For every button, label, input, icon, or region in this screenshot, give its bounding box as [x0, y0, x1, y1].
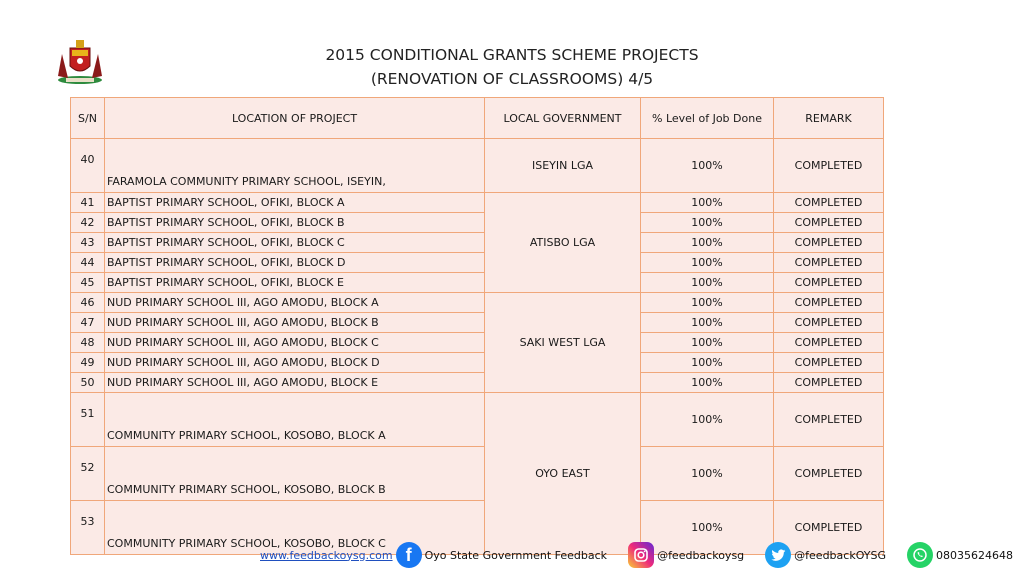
sn-cell: 48: [71, 333, 105, 353]
remark-cell: COMPLETED: [774, 353, 884, 373]
location-cell: BAPTIST PRIMARY SCHOOL, OFIKI, BLOCK C: [105, 233, 485, 253]
sn-cell: 53: [71, 501, 105, 555]
level-cell: 100%: [641, 193, 774, 213]
location-cell: FARAMOLA COMMUNITY PRIMARY SCHOOL, ISEYIN,: [105, 139, 485, 193]
lga-cell: OYO EAST: [485, 393, 641, 555]
col-header-level: % Level of Job Done: [641, 98, 774, 139]
sn-cell: 52: [71, 447, 105, 501]
level-cell: 100%: [641, 353, 774, 373]
sn-cell: 45: [71, 273, 105, 293]
sn-cell: 50: [71, 373, 105, 393]
table-row: [71, 253, 884, 273]
sn-cell: 46: [71, 293, 105, 313]
sn-cell: 47: [71, 313, 105, 333]
level-cell: 100%: [641, 273, 774, 293]
sn-cell: 40: [71, 139, 105, 193]
col-header-location: LOCATION OF PROJECT: [105, 98, 485, 139]
sn-cell: 51: [71, 393, 105, 447]
remark-cell: COMPLETED: [774, 313, 884, 333]
remark-cell: COMPLETED: [774, 139, 884, 193]
location-cell: NUD PRIMARY SCHOOL III, AGO AMODU, BLOCK D: [105, 353, 485, 373]
table-row: [71, 233, 884, 253]
level-cell: 100%: [641, 139, 774, 193]
location-cell: BAPTIST PRIMARY SCHOOL, OFIKI, BLOCK D: [105, 253, 485, 273]
location-cell: NUD PRIMARY SCHOOL III, AGO AMODU, BLOCK A: [105, 293, 485, 313]
instagram-label: @feedbackoysg: [657, 548, 745, 562]
lga-cell: SAKI WEST LGA: [485, 293, 641, 393]
website-link[interactable]: www.feedbackoysg.com: [260, 548, 393, 562]
location-cell: COMMUNITY PRIMARY SCHOOL, KOSOBO, BLOCK C: [105, 501, 485, 555]
remark-cell: COMPLETED: [774, 447, 884, 501]
table-row: [71, 139, 884, 193]
remark-cell: COMPLETED: [774, 501, 884, 555]
remark-cell: COMPLETED: [774, 273, 884, 293]
location-cell: BAPTIST PRIMARY SCHOOL, OFIKI, BLOCK A: [105, 193, 485, 213]
level-cell: 100%: [641, 333, 774, 353]
footer-contacts: [260, 540, 1013, 570]
location-cell: BAPTIST PRIMARY SCHOOL, OFIKI, BLOCK B: [105, 213, 485, 233]
table-row: [71, 393, 884, 447]
sn-cell: 41: [71, 193, 105, 213]
col-header-remark: REMARK: [774, 98, 884, 139]
whatsapp-icon[interactable]: [907, 542, 933, 568]
table-row: [71, 273, 884, 293]
table-row: [71, 313, 884, 333]
level-cell: 100%: [641, 393, 774, 447]
level-cell: 100%: [641, 253, 774, 273]
sn-cell: 44: [71, 253, 105, 273]
twitter-label: @feedbackOYSG: [794, 548, 886, 562]
twitter-icon[interactable]: [765, 542, 791, 568]
level-cell: 100%: [641, 373, 774, 393]
location-cell: COMMUNITY PRIMARY SCHOOL, KOSOBO, BLOCK A: [105, 393, 485, 447]
level-cell: 100%: [641, 233, 774, 253]
sn-cell: 42: [71, 213, 105, 233]
location-cell: NUD PRIMARY SCHOOL III, AGO AMODU, BLOCK B: [105, 313, 485, 333]
table-row: [71, 193, 884, 213]
table-row: [71, 447, 884, 501]
table-row: [71, 353, 884, 373]
projects-table: [70, 97, 884, 555]
col-header-sn: S/N: [71, 98, 105, 139]
location-cell: BAPTIST PRIMARY SCHOOL, OFIKI, BLOCK E: [105, 273, 485, 293]
sn-cell: 49: [71, 353, 105, 373]
remark-cell: COMPLETED: [774, 293, 884, 313]
level-cell: 100%: [641, 293, 774, 313]
instagram-icon[interactable]: [628, 542, 654, 568]
facebook-icon[interactable]: f: [396, 542, 422, 568]
level-cell: 100%: [641, 501, 774, 555]
page-title-line-1: 2015 CONDITIONAL GRANTS SCHEME PROJECTS: [325, 46, 699, 64]
remark-cell: COMPLETED: [774, 333, 884, 353]
remark-cell: COMPLETED: [774, 213, 884, 233]
col-header-local-government: LOCAL GOVERNMENT: [485, 98, 641, 139]
sn-cell: 43: [71, 233, 105, 253]
whatsapp-number: 08035624648: [935, 548, 1013, 562]
remark-cell: COMPLETED: [774, 393, 884, 447]
facebook-label: Oyo State Government Feedback: [424, 548, 608, 562]
table-row: [71, 373, 884, 393]
location-cell: NUD PRIMARY SCHOOL III, AGO AMODU, BLOCK C: [105, 333, 485, 353]
table-row: [71, 333, 884, 353]
location-cell: NUD PRIMARY SCHOOL III, AGO AMODU, BLOCK E: [105, 373, 485, 393]
lga-cell: ISEYIN LGA: [485, 139, 641, 193]
page-title-line-2: (RENOVATION OF CLASSROOMS) 4/5: [370, 70, 654, 88]
remark-cell: COMPLETED: [774, 373, 884, 393]
remark-cell: COMPLETED: [774, 233, 884, 253]
table-header-row: [71, 98, 884, 139]
table-row: [71, 293, 884, 313]
remark-cell: COMPLETED: [774, 193, 884, 213]
lga-cell: ATISBO LGA: [485, 193, 641, 293]
level-cell: 100%: [641, 447, 774, 501]
location-cell: COMMUNITY PRIMARY SCHOOL, KOSOBO, BLOCK B: [105, 447, 485, 501]
remark-cell: COMPLETED: [774, 253, 884, 273]
level-cell: 100%: [641, 313, 774, 333]
table-row: [71, 213, 884, 233]
level-cell: 100%: [641, 213, 774, 233]
